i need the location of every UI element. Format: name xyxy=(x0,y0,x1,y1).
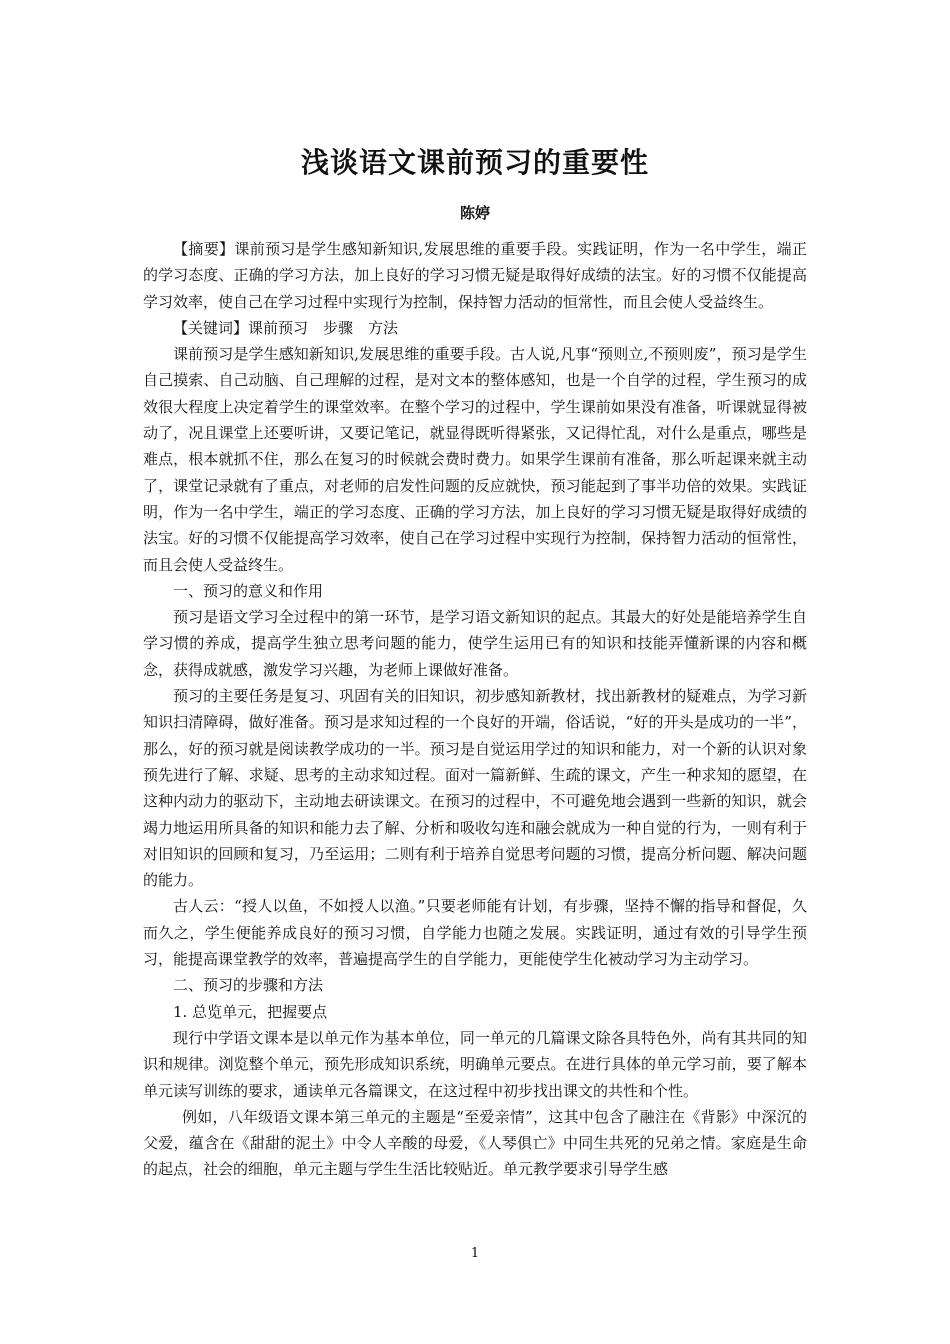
abstract-label: 【摘要】 xyxy=(173,240,235,258)
keywords-paragraph xyxy=(143,315,807,341)
page-number: 1 xyxy=(470,1246,480,1261)
subsection-heading: 1. 总览单元，把握要点 xyxy=(173,1002,328,1021)
body-paragraph: 课前预习是学生感知新知识,发展思维的重要手段。古人说,凡事“预则立,不预则废”，预习是学生自己摸索、自己动脑、自己理解的过程，是对文本的整体感知，也是一个自学的过程，学生预习的成效很大程度上决定着学生的课堂效率。在整个学习的过程中，学生课前如果没有准备，听课就显得被动了，况且课堂上还要听讲，又要记笔记，就显得既听得紧张，又记得忙乱，对什么是重点，哪些是难点，根本就抓不住，那么在复习的时候就会费时费力。如果学生课前有准备，那么听起课来就主动了，课堂记录就有了重点，对老师的启发性问题的反应就快，预习能起到了事半功倍的效果。实践证明，作为一名中学生，端正的学习态度、正确的学习方法，加上良好的学习习惯无疑是取得好成绩的法宝。好的习惯不仅能提高学习效率，使自己在学习过程中实现行为控制，保持智力活动的恒常性，而且会使人受益终生。 xyxy=(143,345,807,574)
keywords-label: 【关键词】 xyxy=(173,318,249,337)
body-paragraph: 古人云：“授人以鱼，不如授人以渔。”只要老师能有计划，有步骤，坚持不懈的指导和督促，久而久之，学生便能养成良好的预习习惯，自学能力也随之发展。实践证明，通过有效的引导学生预习，能提高课堂教学的效率，普遍提高学生的自学能力，更能使学生化被动学习为主动学习。 xyxy=(143,897,807,969)
section-heading: 一、预习的意义和作用 xyxy=(173,581,324,600)
body-paragraph: 预习是语文学习全过程中的第一环节，是学习语文新知识的起点。其最大的好处是能培养学生自学习惯的养成，提高学生独立思考问题的能力，使学生运用已有的知识和技能弄懂新课的内容和概念，获得成就感，激发学习兴趣，为老师上课做好准备。 xyxy=(143,608,807,679)
body-paragraph: 现行中学语文课本是以单元作为基本单位，同一单元的几篇课文除各具特色外，尚有其共同的知识和规律。浏览整个单元，预先形成知识系统，明确单元要点。在进行具体的单元学习前，要了解本单元读写训练的要求，通读单元各篇课文，在这过程中初步找出课文的共性和个性。 xyxy=(143,1028,807,1100)
keywords-text: 课前预习 步骤 方法 xyxy=(248,318,399,337)
document-title: 浅谈语文课前预习的重要性 xyxy=(300,146,649,179)
section-heading: 二、预习的步骤和方法 xyxy=(173,976,324,995)
body-paragraph: 预习的主要任务是复习、巩固有关的旧知识，初步感知新教材，找出新教材的疑难点，为学习新知识扫清障碍，做好准备。预习是求知过程的一个良好的开端，俗话说，“好的开头是成功的一半”， 那么，好的预习就是阅读教学成功的一半。预习是自觉运用学过的知识和能力，对一个新的认识对象预先进行了解、求疑、思考的主动求知过程。面对一篇新鲜、生疏的课文，产生一种求知的愿望，在这种内动力的驱动下，主动地去研读课文。在预习的过程中，不可避免地会遇到一些新的知识，就会竭力地运用所具备的知识和能力去了解、分析和吸收勾连和融会就成为一种自觉的行为，一则有利于对旧知识的回顾和复习，乃至运用；二则有利于培养自觉思考问题的习惯，提高分析问题、解决问题的能力。 xyxy=(143,687,807,890)
body-paragraph: 例如，八年级语文课本第三单元的主题是“至爱亲情”，这其中包含了融注在《背影》中深沉的父爱，蕴含在《甜甜的泥土》中令人辛酸的母爱，《人琴俱亡》中同生共死的兄弟之情。家庭是生命的起点，社会的细胞，单元主题与学生生活比较贴近。单元教学要求引导学生感 xyxy=(143,1107,807,1179)
abstract-paragraph xyxy=(143,236,807,315)
author-name: 陈婷 xyxy=(459,204,490,222)
document-body xyxy=(143,236,807,1183)
abstract-text: 课前预习是学生感知新知识,发展思维的重要手段。实践证明，作为一名中学生，端正的学习态度、正确的学习方法，加上良好的学习习惯无疑是取得好成绩的法宝。好的习惯不仅能提高学习效率，使自己在学习过程中实现行为控制，保持智力活动的恒常性，而且会使人受益终生。 xyxy=(143,240,807,311)
